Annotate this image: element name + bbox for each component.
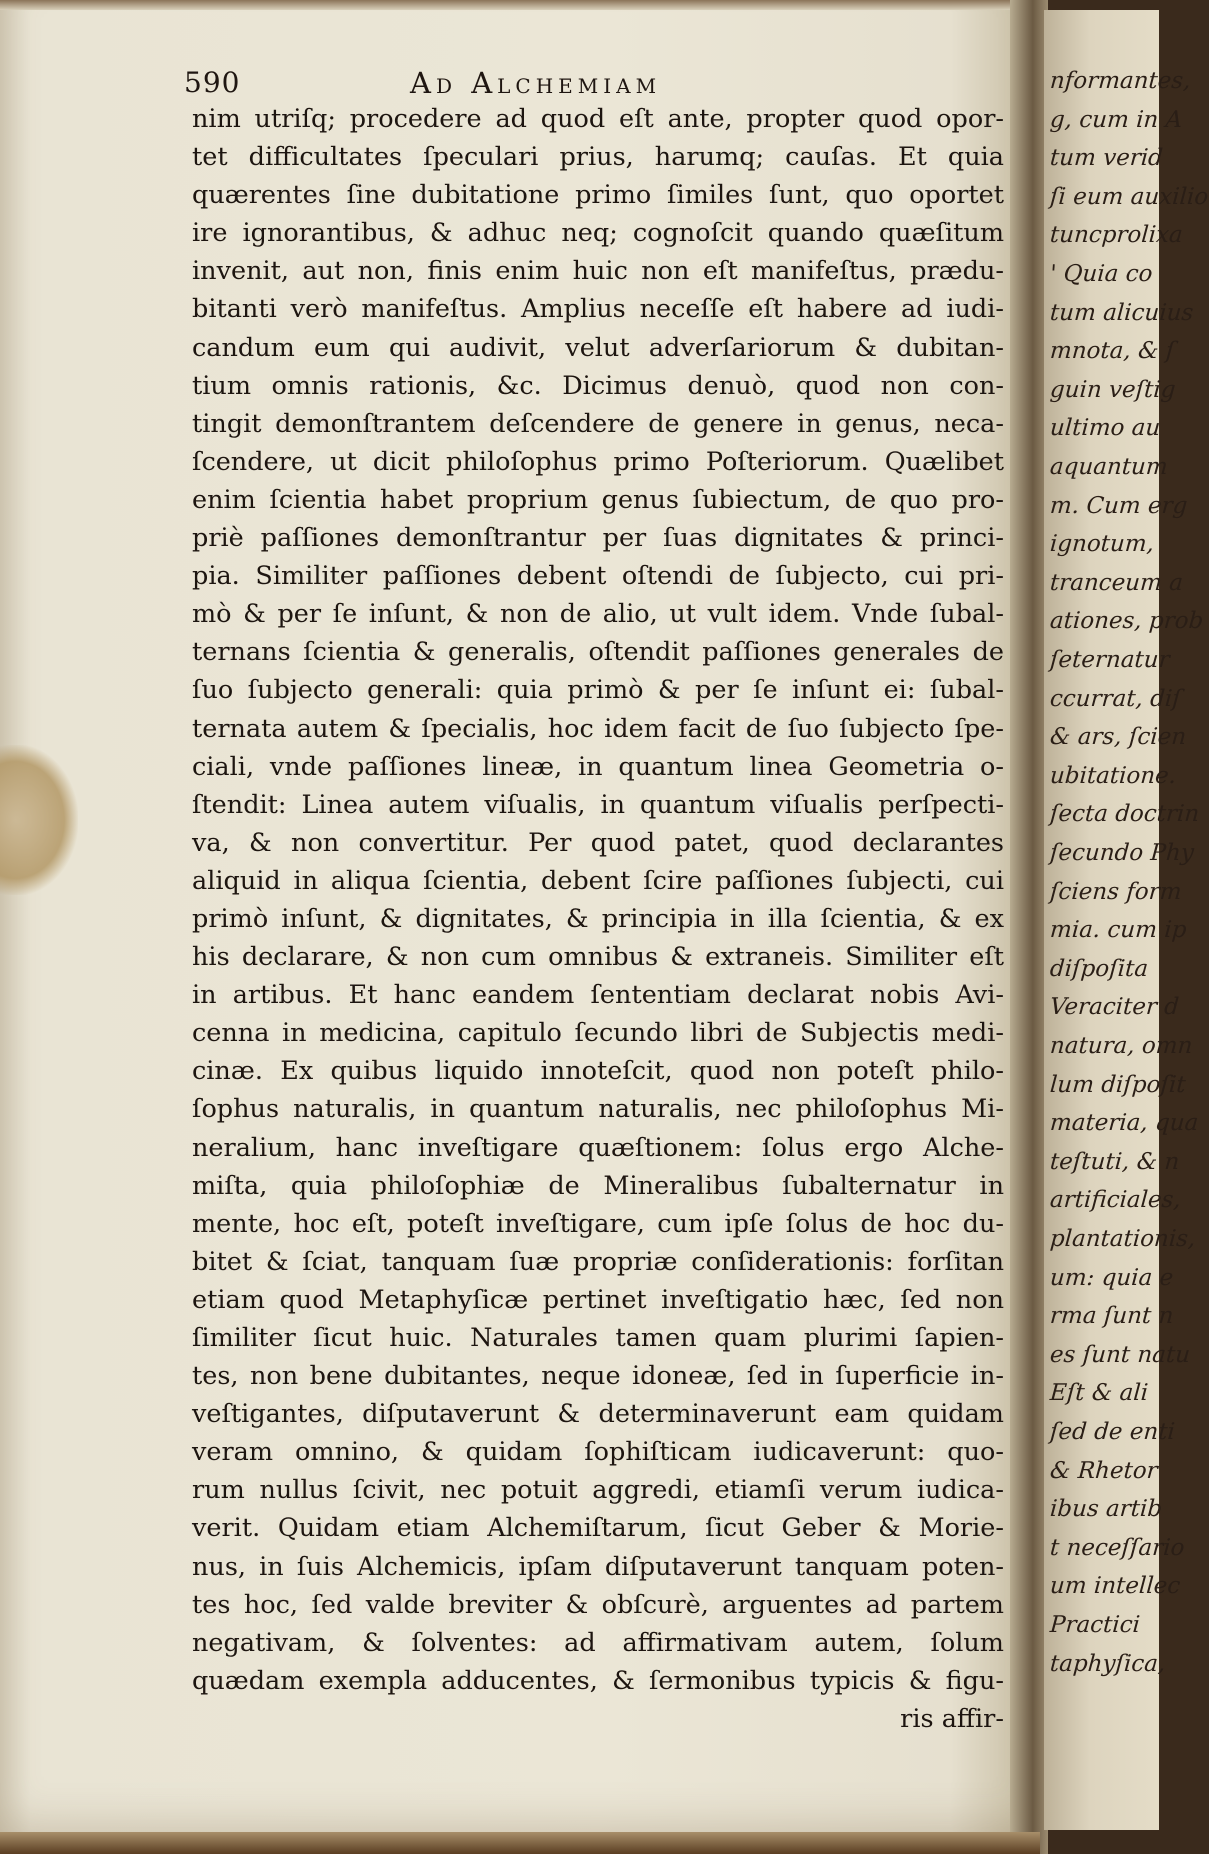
- text-line: mò & per ſe inſunt, & non de alio, ut vult idem. Vnde ſubal-: [192, 599, 1004, 630]
- text-line: rum nullus ſcivit, nec potuit aggredi, etiamſi verum iudica-: [192, 1475, 1004, 1506]
- page-top-edge: [0, 0, 1040, 10]
- page-stain: [0, 745, 78, 895]
- text-line: ſcendere, ut dicit philoſophus primo Poſteriorum. Quælibet: [192, 446, 1004, 477]
- facing-page-line: ignotum,: [1049, 531, 1155, 558]
- facing-page-line: es ſunt natu: [1049, 1341, 1191, 1368]
- text-line: nim utriſq; procedere ad quod eſt ante, propter quod opor-: [192, 104, 1004, 134]
- facing-page-line: um intellec: [1049, 1573, 1182, 1600]
- text-line: priè paſſiones demonſtrantur per ſuas dignitates & princi-: [192, 523, 1004, 554]
- facing-page-line: t neceſſario: [1049, 1534, 1186, 1561]
- text-line: aliquid in aliqua ſcientia, debent ſcire paſſiones ſubjecti, cui: [192, 865, 1004, 896]
- text-line: nus, in ſuis Alchemicis, ipſam diſputaverunt tanquam poten-: [192, 1551, 1004, 1582]
- facing-page-line: nformantes,: [1049, 68, 1192, 94]
- facing-page-line: artificiales,: [1049, 1187, 1182, 1214]
- text-line: bitanti verò manifeſtus. Amplius neceſſe eſt habere ad iudi-: [192, 294, 1004, 325]
- text-line: bitet & ſciat, tanquam ſuæ propriæ conſiderationis: forſitan: [192, 1246, 1004, 1277]
- facing-page-line: ſed de enti: [1049, 1419, 1176, 1445]
- text-line: in artibus. Et hanc eandem ſententiam declarat nobis Avi-: [192, 980, 1004, 1011]
- facing-page-line: tuncprolixa: [1049, 222, 1184, 249]
- facing-page-line: aquantum: [1049, 454, 1169, 480]
- facing-page-line: natura, omn: [1049, 1033, 1194, 1059]
- facing-page-line: diſpoſita: [1049, 955, 1149, 982]
- facing-page-line: Eſt & ali: [1049, 1380, 1150, 1407]
- facing-page-line: taphyſica,: [1049, 1650, 1167, 1677]
- facing-page-line: ultimo au: [1049, 415, 1162, 442]
- facing-page-line: g, cum in A: [1049, 106, 1184, 133]
- text-line: ternata autem & ſpecialis, hoc idem facit de ſuo ſubjecto ſpe-: [192, 713, 1004, 744]
- text-line: invenit, aut non, finis enim huic non eſt manifeſtus, prædu-: [192, 256, 1004, 287]
- facing-page-line: rma ſunt n: [1049, 1303, 1175, 1330]
- text-line: negativam, & ſolventes: ad affirmativam autem, ſolum: [192, 1627, 1004, 1658]
- text-line: ciali, vnde paſſiones lineæ, in quantum linea Geometria o-: [192, 751, 1004, 782]
- facing-page-line: & ars, ſcien: [1049, 724, 1188, 751]
- text-line: cinæ. Ex quibus liquido innoteſcit, quod non poteſt philo-: [192, 1056, 1004, 1087]
- text-line: enim ſcientia habet proprium genus ſubiectum, de quo pro-: [192, 484, 1004, 515]
- facing-page-line: tranceum a: [1049, 569, 1184, 596]
- facing-page-line: mia. cum ip: [1049, 917, 1188, 944]
- text-line: tingit demonſtrantem deſcendere de genere in genus, neca-: [192, 408, 1004, 439]
- page-number: 590: [184, 66, 241, 99]
- text-line: veram omnino, & quidam ſophiſticam iudicaverunt: quo-: [192, 1437, 1004, 1468]
- text-line: tet difficultates ſpeculari prius, harumq; cauſas. Et quia: [192, 142, 1004, 173]
- text-line: veſtigantes, diſputaverunt & determinaverunt eam quidam: [192, 1399, 1004, 1430]
- text-line: neralium, hanc inveſtigare quæſtionem: ſolus ergo Alche-: [192, 1132, 1004, 1163]
- facing-page-line: & Rhetor: [1049, 1457, 1159, 1484]
- facing-page-line: Practici: [1049, 1612, 1141, 1638]
- facing-page-line: tum verid: [1049, 145, 1164, 172]
- facing-page-line: tum alicuius: [1049, 299, 1195, 326]
- facing-page-line: mnota, & ſ: [1049, 338, 1176, 365]
- text-line: etiam quod Metaphyſicæ pertinet inveſtigatio hæc, ſed non: [192, 1284, 1004, 1315]
- facing-page-line: ubitatione.: [1049, 762, 1177, 789]
- facing-page-line: materia, qua: [1049, 1110, 1200, 1137]
- text-line: candum eum qui audivit, velut adverſariorum & dubitan-: [192, 332, 1004, 363]
- facing-page-line: Veraciter d: [1049, 994, 1180, 1021]
- text-line: quædam exempla adducentes, & ſermonibus typicis & figu-: [192, 1665, 1004, 1696]
- text-line: primò inſunt, & dignitates, & principia in illa ſcientia, & ex: [192, 903, 1004, 934]
- text-line: pia. Similiter paſſiones debent oſtendi de ſubjecto, cui pri-: [192, 561, 1004, 592]
- text-line: miſta, quia philoſophiæ de Mineralibus ſubalternatur in: [192, 1170, 1004, 1201]
- facing-page-line: ccurrat, diſ: [1049, 685, 1182, 712]
- facing-page-line: ſecundo Phy: [1049, 840, 1195, 866]
- facing-page-line: ationes, prob: [1049, 608, 1205, 635]
- text-line: ris affir-: [900, 1703, 1004, 1734]
- facing-page-line: m. Cum erg: [1049, 492, 1189, 519]
- facing-page-line: ſciens form: [1049, 878, 1183, 905]
- facing-page-line: plantationis,: [1049, 1226, 1197, 1252]
- text-line: tes, non bene dubitantes, neque idoneæ, ſed in ſuperficie in-: [192, 1361, 1004, 1392]
- text-line: va, & non convertitur. Per quod patet, quod declarantes: [192, 827, 1004, 858]
- text-line: tium omnis rationis, &c. Dicimus denuò, quod non con-: [192, 370, 1004, 401]
- text-line: quærentes ſine dubitatione primo ſimiles ſunt, quo oportet: [192, 180, 1004, 211]
- facing-page-line: teſtuti, & n: [1049, 1148, 1181, 1175]
- facing-page-line: ' Quia co: [1049, 261, 1154, 287]
- text-line: tes hoc, ſed valde breviter & obſcurè, arguentes ad partem: [192, 1589, 1004, 1620]
- facing-page-line: ſi eum auxilio: [1049, 183, 1209, 210]
- text-line: mente, hoc eſt, poteſt inveſtigare, cum ipſe ſolus de hoc du-: [192, 1208, 1004, 1239]
- text-line: cenna in medicina, capitulo ſecundo libri de Subjectis medi-: [192, 1018, 1004, 1049]
- facing-page-line: ſecta doctrin: [1049, 801, 1201, 828]
- page-bottom-edge: [0, 1832, 1040, 1854]
- text-line: ire ignorantibus, & adhuc neq; cognoſcit quando quæſitum: [192, 218, 1004, 249]
- facing-page-line: lum diſpoſit: [1049, 1071, 1187, 1098]
- text-line: ſimiliter ſicut huic. Naturales tamen quam plurimi ſapien-: [192, 1323, 1004, 1353]
- book-page-right-fragment: [1044, 10, 1209, 1830]
- running-head: Ad Alchemiam: [410, 66, 662, 100]
- text-line: ſuo ſubjecto generali: quia primò & per ſe inſunt ei: ſubal-: [192, 675, 1004, 706]
- text-line: his declarare, & non cum omnibus & extraneis. Similiter eſt: [192, 942, 1004, 973]
- facing-page-line: um: quia e: [1049, 1264, 1175, 1291]
- book-gutter: [1010, 0, 1048, 1854]
- facing-page-line: guin veſtig: [1049, 376, 1177, 403]
- facing-page-line: ſeternatur: [1049, 647, 1171, 673]
- text-line: ſophus naturalis, in quantum naturalis, nec philoſophus Mi-: [192, 1094, 1004, 1125]
- text-line: verit. Quidam etiam Alchemiſtarum, ſicut Geber & Morie-: [192, 1513, 1004, 1544]
- facing-page-line: ibus artib: [1049, 1496, 1163, 1523]
- text-line: ſtendit: Linea autem viſualis, in quantum viſualis perſpecti-: [192, 789, 1004, 820]
- text-line: ternans ſcientia & generalis, oſtendit paſſiones generales de: [192, 637, 1004, 668]
- body-text: [192, 100, 1004, 1738]
